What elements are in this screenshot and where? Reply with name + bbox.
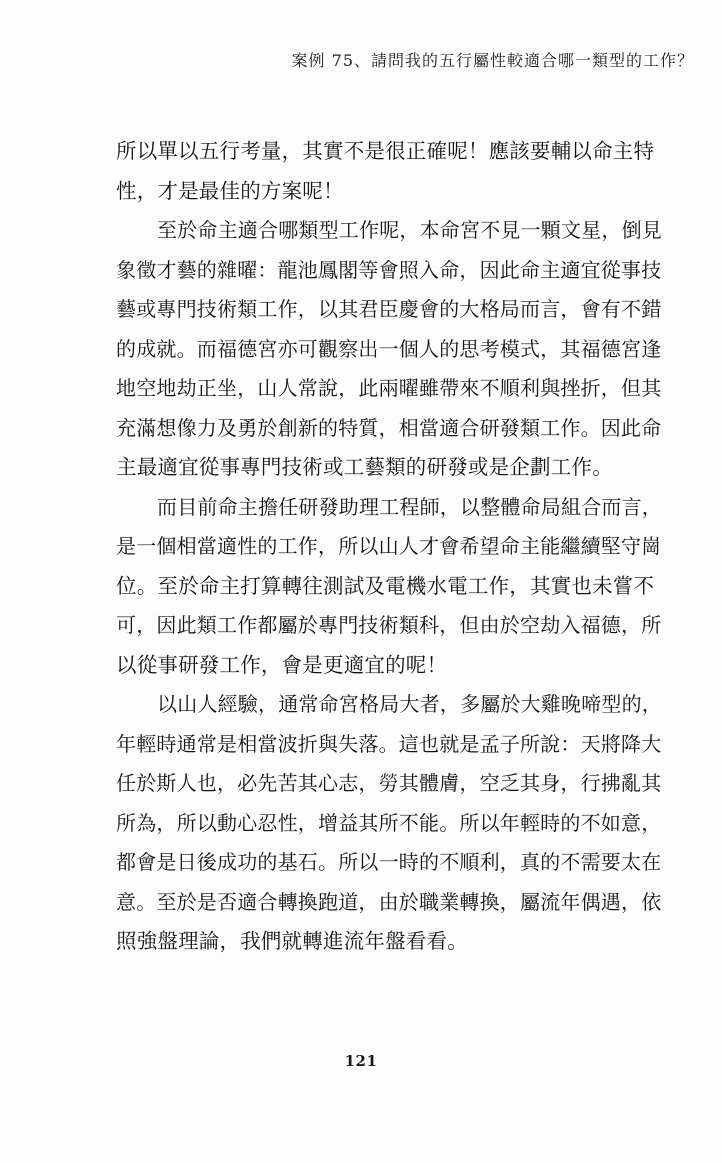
- body-text: [116, 132, 664, 962]
- page-number: 121: [344, 1052, 378, 1070]
- text-line: 地空地劫正坐，山人常說，此兩曜雖帶來不順利與挫折，但其: [116, 376, 662, 400]
- text-line: 象徵才藝的雜曜：龍池鳳閣等會照入命，因此命主適宜從事技: [116, 257, 662, 282]
- text-line: 而目前命主擔任研發助理工程師，以整體命局組合而言，: [157, 494, 662, 519]
- text-line: 所為，所以動心忍性，增益其所不能。所以年輕時的不如意，: [116, 810, 662, 835]
- text-line: 性，才是最佳的方案呢！: [116, 178, 344, 203]
- text-line: 以從事研發工作，會是更適宜的呢！: [116, 652, 448, 677]
- text-line: 意。至於是否適合轉換跑道，由於職業轉換，屬流年偶遇，依: [116, 889, 662, 914]
- text-line: 任於斯人也，必先苦其心志，勞其體膚，空乏其身，行拂亂其: [116, 771, 662, 795]
- text-line: 年輕時通常是相當波折與失落。這也就是孟子所說：天將降大: [116, 731, 662, 756]
- text-line: 充滿想像力及勇於創新的特質，相當適合研發類工作。因此命: [116, 415, 662, 440]
- text-line: 照強盤理論，我們就轉進流年盤看看。: [116, 929, 468, 953]
- text-line: 所以單以五行考量，其實不是很正確呢！應該要輔以命主特: [116, 139, 655, 163]
- text-line: 以山人經驗，通常命宮格局大者，多屬於大雞晚啼型的，: [157, 692, 662, 716]
- running-head: 案例 75、請問我的五行屬性較適合哪一類型的工作？: [291, 51, 694, 70]
- text-line: 至於命主適合哪類型工作呢，本命宮不見一顆文星，倒見: [157, 218, 662, 242]
- text-line: 主最適宜從事專門技術或工藝類的研發或是企劃工作。: [116, 455, 613, 479]
- text-line: 是一個相當適性的工作，所以山人才會希望命主能繼續堅守崗: [116, 534, 662, 558]
- text-line: 的成就。而福德宮亦可觀察出一個人的思考模式，其福德宮逢: [116, 336, 662, 361]
- text-line: 位。至於命主打算轉往測試及電機水電工作，其實也未嘗不: [116, 573, 655, 598]
- text-line: 都會是日後成功的基石。所以一時的不順利，真的不需要太在: [116, 850, 662, 874]
- text-line: 藝或專門技術類工作，以其君臣慶會的大格局而言，會有不錯: [116, 297, 662, 321]
- text-line: 可，因此類工作都屬於專門技術類科，但由於空劫入福德，所: [116, 613, 662, 637]
